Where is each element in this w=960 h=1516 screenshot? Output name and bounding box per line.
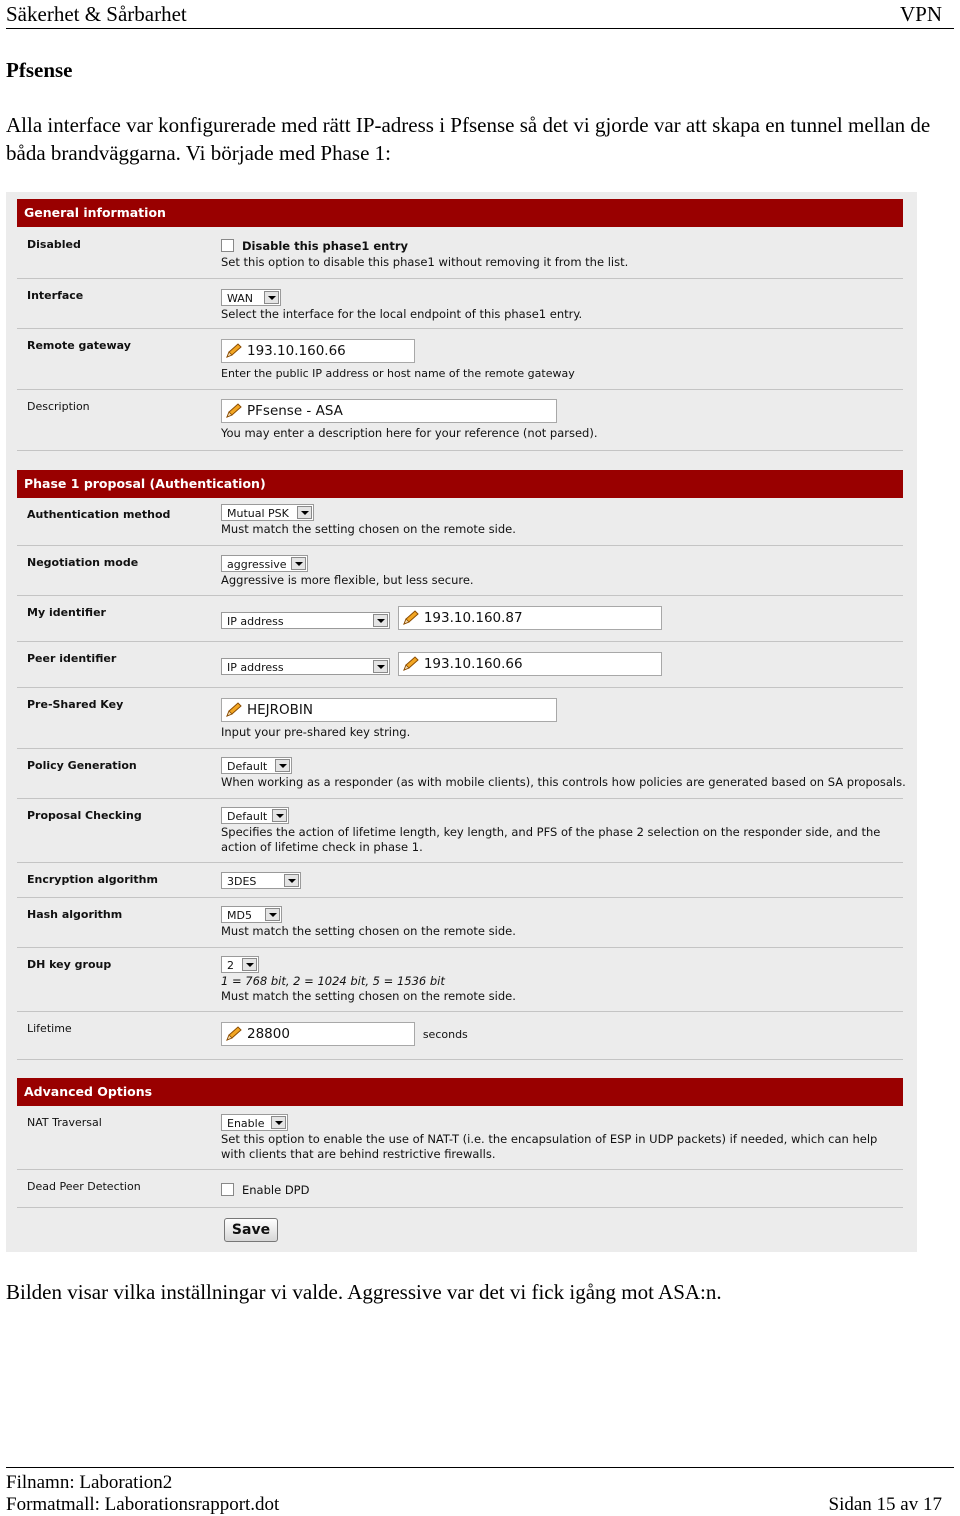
section-heading: Pfsense — [6, 58, 73, 82]
row-description — [17, 390, 903, 451]
section-advanced-options: Advanced Options — [17, 1078, 903, 1106]
policy-gen-label: Policy Generation — [27, 759, 137, 772]
image-caption: Bilden visar vilka inställningar vi valde. Aggressive var det vi fick igång mot ASA:n. — [6, 1280, 722, 1304]
row-negotiation-mode — [17, 546, 903, 596]
psk-input[interactable] — [221, 698, 557, 722]
footer-filename: Filnamn: Laboration2 — [6, 1472, 173, 1493]
hash-label: Hash algorithm — [27, 908, 123, 921]
my-id-label: My identifier — [27, 606, 106, 619]
my-id-type-value: IP address — [227, 615, 284, 628]
row-dead-peer-detection — [17, 1170, 903, 1208]
chevron-down-icon — [284, 874, 299, 887]
policy-gen-value: Default — [227, 760, 268, 773]
interface-select[interactable] — [221, 289, 281, 306]
nat-desc: Set this option to enable the use of NAT-T (i.e. the encapsulation of ESP in UDP packets) if needed, which can help with clients that are behind restrictive firewalls. — [221, 1132, 878, 1161]
row-nat-traversal — [17, 1106, 903, 1170]
remote-gateway-input[interactable] — [221, 339, 415, 363]
pencil-icon — [225, 403, 243, 419]
my-id-type-select[interactable] — [221, 612, 390, 629]
row-disabled — [17, 228, 903, 279]
row-encryption-algorithm — [17, 863, 903, 898]
lifetime-label: Lifetime — [27, 1022, 72, 1035]
page-header — [6, 0, 954, 29]
remote-gateway-value: 193.10.160.66 — [247, 343, 346, 359]
policy-gen-select[interactable] — [221, 757, 292, 774]
footer-template: Formatmall: Laborationsrapport.dot — [6, 1494, 280, 1515]
encryption-label: Encryption algorithm — [27, 873, 158, 886]
chevron-down-icon — [265, 908, 280, 921]
nat-label: NAT Traversal — [27, 1116, 102, 1129]
row-interface — [17, 279, 903, 329]
chevron-down-icon — [291, 557, 306, 570]
description-input[interactable] — [221, 399, 557, 423]
policy-gen-desc: When working as a responder (as with mobile clients), this controls how policies are generated based on SA proposals. — [221, 775, 906, 789]
encryption-select[interactable] — [221, 872, 301, 889]
nat-select[interactable] — [221, 1114, 288, 1131]
chevron-down-icon — [242, 958, 257, 971]
disabled-label: Disabled — [27, 238, 81, 251]
row-lifetime — [17, 1012, 903, 1060]
interface-value: WAN — [227, 292, 254, 305]
row-peer-identifier — [17, 642, 903, 688]
interface-label: Interface — [27, 289, 84, 302]
disable-phase1-checkbox[interactable] — [221, 239, 234, 252]
row-remote-gateway — [17, 329, 903, 390]
header-title: Säkerhet & Sårbarhet — [6, 2, 187, 26]
negotiation-label: Negotiation mode — [27, 556, 139, 569]
peer-id-type-select[interactable] — [221, 658, 390, 675]
dpd-label: Dead Peer Detection — [27, 1180, 141, 1193]
auth-method-select[interactable] — [221, 504, 314, 521]
row-pre-shared-key — [17, 688, 903, 749]
dh-hint: 1 = 768 bit, 2 = 1024 bit, 5 = 1536 bit — [221, 974, 445, 988]
chevron-down-icon — [373, 614, 388, 627]
chevron-down-icon — [272, 809, 287, 822]
intro-paragraph: Alla interface var konfigurerade med rätt IP-adress i Pfsense så det vi gjorde var att skapa en tunnel mellan de båda brandväggarna. Vi började med Phase 1: — [6, 113, 931, 165]
lifetime-input[interactable] — [221, 1022, 415, 1046]
proposal-check-select[interactable] — [221, 807, 289, 824]
dh-desc: Must match the setting chosen on the remote side. — [221, 989, 516, 1003]
description-desc: You may enter a description here for your reference (not parsed). — [221, 426, 598, 440]
row-policy-generation — [17, 749, 906, 799]
peer-id-type-value: IP address — [227, 661, 284, 674]
description-value: PFsense - ASA — [247, 403, 343, 419]
section-general-information: General information — [17, 199, 903, 227]
peer-id-value: 193.10.160.66 — [423, 656, 523, 672]
row-hash-algorithm — [17, 898, 903, 948]
negotiation-select[interactable] — [221, 555, 308, 572]
pencil-icon — [225, 343, 243, 359]
description-label: Description — [27, 400, 90, 413]
my-id-input[interactable] — [398, 606, 662, 630]
row-dh-key-group — [17, 948, 903, 1012]
peer-id-input[interactable] — [398, 652, 662, 676]
peer-id-label: Peer identifier — [27, 652, 117, 665]
psk-label: Pre-Shared Key — [27, 698, 124, 711]
row-proposal-checking — [17, 799, 903, 863]
chevron-down-icon — [271, 1116, 286, 1129]
dh-value: 2 — [227, 959, 234, 972]
negotiation-desc: Aggressive is more flexible, but less secure. — [221, 573, 474, 587]
negotiation-value: aggressive — [227, 558, 287, 571]
hash-value: MD5 — [227, 909, 252, 922]
proposal-check-value: Default — [227, 810, 268, 823]
section-phase1-proposal: Phase 1 proposal (Authentication) — [17, 470, 903, 498]
remote-gateway-label: Remote gateway — [27, 339, 131, 352]
psk-value: HEJROBIN — [247, 702, 314, 718]
row-my-identifier — [17, 596, 903, 642]
chevron-down-icon — [275, 759, 290, 772]
my-id-value: 193.10.160.87 — [423, 610, 523, 626]
disabled-desc: Set this option to disable this phase1 without removing it from the list. — [221, 254, 629, 269]
proposal-check-label: Proposal Checking — [27, 809, 142, 822]
header-topic: VPN — [899, 2, 942, 26]
auth-method-desc: Must match the setting chosen on the remote side. — [221, 522, 516, 536]
footer-page-number: Sidan 15 av 17 — [828, 1494, 942, 1515]
pencil-icon — [402, 656, 420, 672]
chevron-down-icon — [264, 291, 279, 304]
auth-method-label: Authentication method — [27, 508, 171, 521]
dpd-checkbox-label: Enable DPD — [242, 1182, 310, 1197]
row-auth-method — [17, 498, 903, 546]
dpd-checkbox[interactable] — [221, 1183, 234, 1196]
lifetime-value: 28800 — [247, 1026, 290, 1042]
dh-select[interactable] — [221, 956, 259, 973]
remote-gateway-desc: Enter the public IP address or host name of the remote gateway — [221, 367, 575, 380]
auth-method-value: Mutual PSK — [227, 507, 289, 520]
psk-desc: Input your pre-shared key string. — [221, 725, 411, 739]
nat-value: Enable — [227, 1117, 265, 1130]
pfsense-screenshot — [6, 192, 917, 1252]
encryption-value: 3DES — [227, 875, 257, 888]
save-button[interactable]: Save — [224, 1218, 278, 1242]
hash-desc: Must match the setting chosen on the remote side. — [221, 924, 516, 938]
pencil-icon — [402, 610, 420, 626]
dh-label: DH key group — [27, 958, 112, 971]
disable-phase1-label: Disable this phase1 entry — [242, 238, 409, 253]
pencil-icon — [225, 1026, 243, 1042]
page-footer — [6, 1467, 954, 1515]
chevron-down-icon — [297, 506, 312, 519]
proposal-check-desc: Specifies the action of lifetime length, key length, and PFS of the phase 2 selection on the responder side, and the action of lifetime check in phase 1. — [221, 825, 881, 854]
hash-select[interactable] — [221, 906, 282, 923]
chevron-down-icon — [373, 660, 388, 673]
lifetime-unit: seconds — [422, 1028, 468, 1041]
interface-desc: Select the interface for the local endpoint of this phase1 entry. — [221, 307, 583, 321]
pencil-icon — [225, 702, 243, 718]
